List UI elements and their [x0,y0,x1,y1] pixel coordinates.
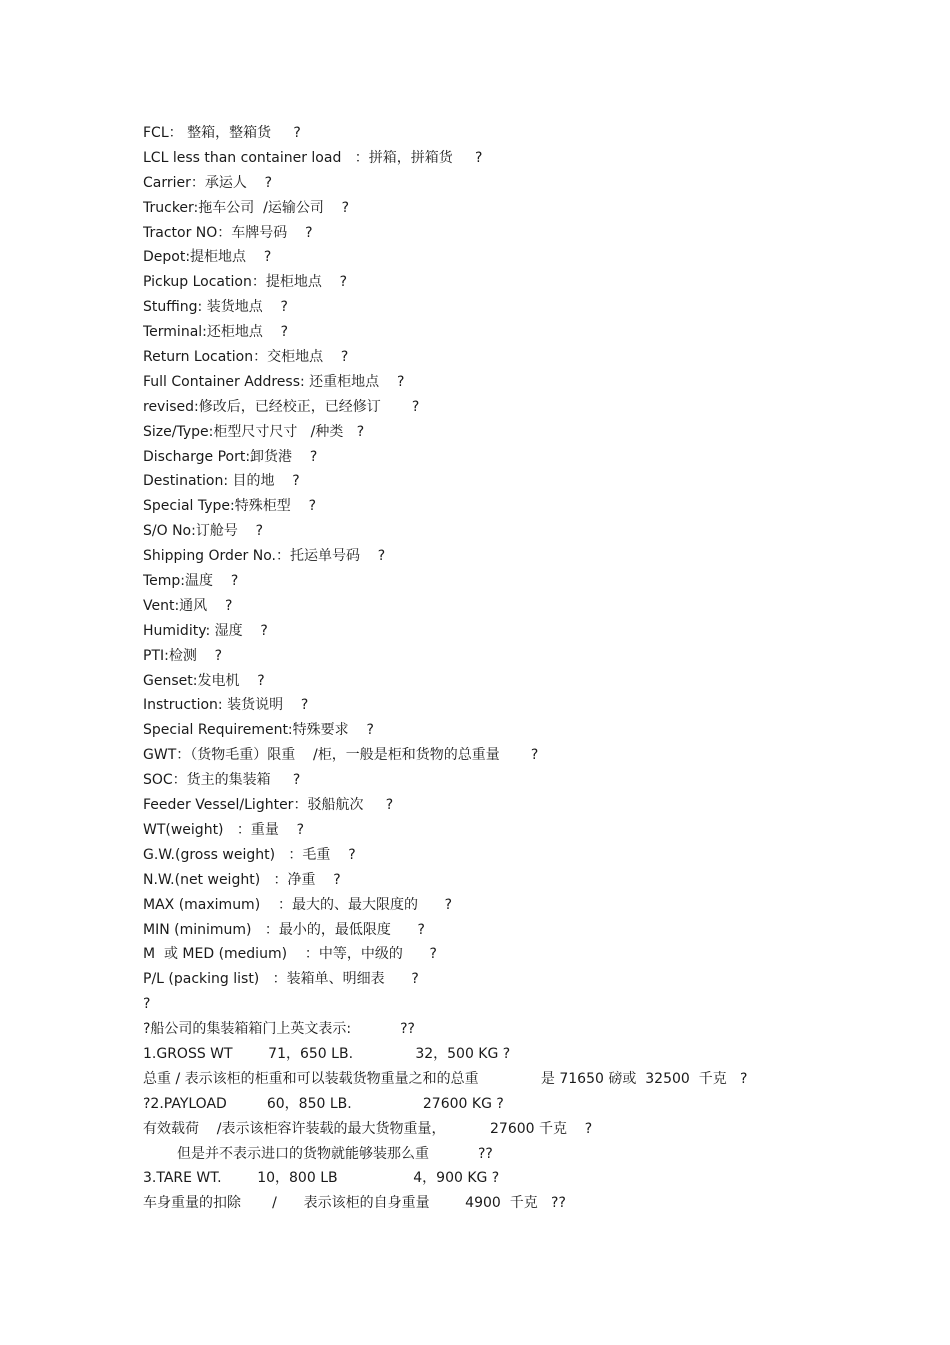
text-line: Humidity: 湿度 ? [143,622,268,639]
text-line: Terminal:还柜地点 ? [143,324,289,341]
text-line: ?2.PAYLOAD 60，850 LB. 27600 KG ? [143,1095,504,1112]
text-line: Destination: 目的地 ? [143,473,300,490]
text-line: Instruction: 装货说明 ? [143,697,309,714]
text-line: ? [143,996,151,1013]
text-line: 总重 / 表示该柜的柜重和可以装载货物重量之和的总重 是 71650 磅或 32500 千克 ? [143,1070,748,1087]
text-line: Full Container Address: 还重柜地点 ? [143,373,405,390]
text-line: S/O No:订舱号 ? [143,523,264,540]
text-line: Carrier：承运人 ? [143,174,273,191]
text-line: P/L (packing list) ：装箱单、明细表 ? [143,971,419,988]
text-line: Feeder Vessel/Lighter：驳船航次 ? [143,797,394,814]
text-line: Shipping Order No.：托运单号码 ? [143,548,386,565]
text-line: Return Location：交柜地点 ? [143,349,349,366]
text-line: Discharge Port:卸货港 ? [143,448,318,465]
text-line: Genset:发电机 ? [143,672,265,689]
text-line: Special Requirement:特殊要求 ? [143,722,374,739]
text-line: PTI:检测 ? [143,647,223,664]
document-body [143,121,843,1216]
text-line: ?船公司的集装箱箱门上英文表示: ?? [143,1021,415,1038]
text-line: FCL： 整箱，整箱货 ? [143,125,301,141]
text-line: Special Type:特殊柜型 ? [143,498,316,515]
text-line: 3.TARE WT. 10，800 LB 4，900 KG ? [143,1170,500,1187]
text-line: MIN (minimum) ：最小的，最低限度 ? [143,921,425,938]
text-line: WT(weight) ：重量 ? [143,821,305,838]
text-line: 有效载荷 /表示该柜容许装载的最大货物重量， 27600 千克 ? [143,1120,593,1137]
text-line: revised:修改后，已经校正，已经修订 ? [143,398,420,415]
text-line: 车身重量的扣除 / 表示该柜的自身重量 4900 千克 ?? [143,1195,566,1212]
text-line: 但是并不表示进口的货物就能够装那么重 ?? [177,1145,493,1162]
text-line: MAX (maximum) ：最大的、最大限度的 ? [143,896,453,913]
text-line: Tractor NO：车牌号码 ? [143,224,313,241]
text-line: M 或 MED (medium) ：中等，中级的 ? [143,946,437,963]
text-line: Pickup Location：提柜地点 ? [143,274,348,291]
text-line: Stuffing: 装货地点 ? [143,299,288,316]
text-line: LCL less than container load ：拼箱，拼箱货 ? [143,149,483,166]
text-line: Size/Type:柜型尺寸尺寸 /种类 ? [143,423,365,440]
text-line: Trucker:拖车公司 /运输公司 ? [143,199,350,216]
text-line: G.W.(gross weight) ：毛重 ? [143,846,356,863]
text-line: Depot:提柜地点 ? [143,249,272,266]
text-line: 1.GROSS WT 71，650 LB. 32，500 KG ? [143,1045,511,1062]
text-line: GWT：（货物毛重）限重 /柜，一般是柜和货物的总重量 ? [143,747,539,764]
text-line: N.W.(net weight) ：净重 ? [143,871,341,888]
text-line: SOC：货主的集装箱 ? [143,772,301,789]
text-line: Vent:通风 ? [143,597,233,614]
text-line: Temp:温度 ? [143,573,239,590]
